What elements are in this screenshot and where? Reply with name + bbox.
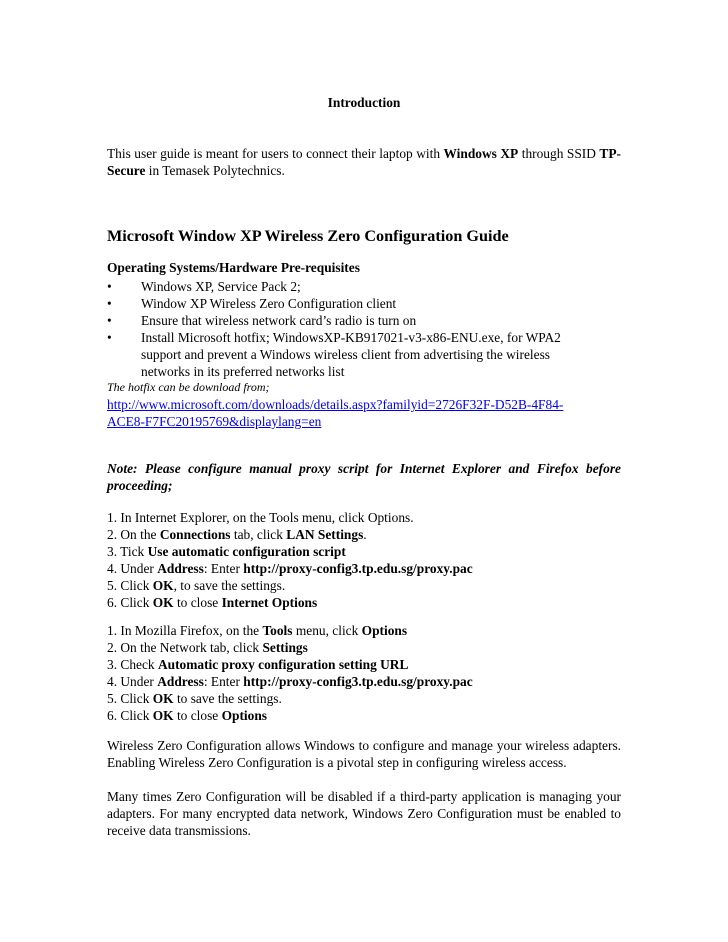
step-bold-text: Use automatic configuration script xyxy=(147,544,346,559)
hotfix-note: The hotfix can be download from; xyxy=(107,380,270,394)
step-text: . xyxy=(363,527,367,542)
step-text: 1. In Internet Explorer, on the Tools menu, click Options. xyxy=(107,510,414,525)
step-text: , to save the settings. xyxy=(173,578,286,593)
step-text: to close xyxy=(173,708,222,723)
step-item xyxy=(107,526,621,543)
hotfix-download-link[interactable]: http://www.microsoft.com/downloads/details.aspx?familyid=2726F32F-D52B-4F84- ACE8-F7FC20195769&displaylang=en xyxy=(107,397,564,429)
ie-steps-list xyxy=(107,509,621,611)
intro-text-2: through SSID xyxy=(518,146,600,161)
step-bold-text: Automatic proxy configuration setting URL xyxy=(157,657,409,672)
step-text: to close xyxy=(173,595,222,610)
list-item: • Ensure that wireless network card’s radio is turn on xyxy=(107,313,417,328)
step-item xyxy=(107,707,621,724)
step-item xyxy=(107,509,621,526)
intro-bold-os: Windows XP xyxy=(443,146,519,161)
step-text: 5. Click xyxy=(107,578,153,593)
step-text: 3. Check xyxy=(107,657,158,672)
intro-text-3: in Temasek Polytechnics. xyxy=(145,163,285,178)
step-bold-text: Tools xyxy=(262,623,293,638)
step-bold-text: LAN Settings xyxy=(286,527,364,542)
step-item xyxy=(107,690,621,707)
list-item: • Window XP Wireless Zero Configuration client xyxy=(107,296,397,311)
step-text: 3. Tick xyxy=(107,544,148,559)
intro-paragraph xyxy=(107,145,621,179)
step-item xyxy=(107,560,621,577)
step-text: 4. Under xyxy=(107,674,158,689)
step-text: 2. On the Network tab, click xyxy=(107,640,263,655)
step-bold-text: Address xyxy=(157,674,204,689)
wzc-paragraph-2: Many times Zero Configuration will be disabled if a third-party application is managing your adapters. For many encrypted data network, Windows Zero Configuration must be enabled to receive data transmissions. xyxy=(107,789,621,838)
step-bold-text: Options xyxy=(361,623,408,638)
intro-text-1: This user guide is meant for users to connect their laptop with xyxy=(107,146,444,161)
bullet-icon: • xyxy=(107,296,112,311)
step-item xyxy=(107,622,621,639)
bullet-icon: • xyxy=(107,330,112,345)
wzc-paragraph-1: Wireless Zero Configuration allows Windows to configure and manage your wireless adapters. Enabling Wireless Zero Configuration is a pivotal step in configuring wireless access. xyxy=(107,738,621,770)
step-text: 4. Under xyxy=(107,561,158,576)
step-bold-text: http://proxy-config3.tp.edu.sg/proxy.pac xyxy=(243,561,473,576)
bullet-icon: • xyxy=(107,279,112,294)
step-bold-text: Internet Options xyxy=(221,595,318,610)
step-bold-text: OK xyxy=(152,691,174,706)
bullet-icon: • xyxy=(107,313,112,328)
step-item xyxy=(107,656,621,673)
step-text: 6. Click xyxy=(107,708,153,723)
step-bold-text: OK xyxy=(152,595,174,610)
step-bold-text: Options xyxy=(221,708,267,723)
step-text: menu, click xyxy=(292,623,362,638)
prereq-list xyxy=(107,278,621,380)
step-text: 6. Click xyxy=(107,595,153,610)
step-text: : Enter xyxy=(203,561,244,576)
step-item xyxy=(107,577,621,594)
step-text: to save the settings. xyxy=(173,691,282,706)
intro-bold-ssid: TP-Secure xyxy=(107,146,621,178)
proxy-note: Note: Please configure manual proxy script for Internet Explorer and Firefox before proceeding; xyxy=(107,461,621,493)
step-bold-text: Connections xyxy=(159,527,231,542)
list-item: • Windows XP, Service Pack 2; xyxy=(107,279,301,294)
step-item xyxy=(107,673,621,690)
firefox-steps-list xyxy=(107,622,621,724)
step-item xyxy=(107,543,621,560)
step-text: : Enter xyxy=(203,674,244,689)
prereq-heading: Operating Systems/Hardware Pre-requisites xyxy=(107,260,360,275)
page-title: Introduction xyxy=(327,95,401,110)
step-text: tab, click xyxy=(230,527,287,542)
step-bold-text: Settings xyxy=(262,640,308,655)
step-bold-text: OK xyxy=(152,578,174,593)
step-item xyxy=(107,594,621,611)
step-bold-text: OK xyxy=(152,708,174,723)
step-item xyxy=(107,639,621,656)
step-bold-text: http://proxy-config3.tp.edu.sg/proxy.pac xyxy=(243,674,473,689)
step-bold-text: Address xyxy=(157,561,204,576)
list-item: • Install Microsoft hotfix; WindowsXP-KB917021-v3-x86-ENU.exe, for WPA2 support and prevent a Windows wireless client from advertising the wireless networks in its preferred networks list xyxy=(107,330,561,379)
step-text: 1. In Mozilla Firefox, on the xyxy=(107,623,263,638)
step-text: 2. On the xyxy=(107,527,160,542)
step-text: 5. Click xyxy=(107,691,153,706)
guide-heading: Microsoft Window XP Wireless Zero Configuration Guide xyxy=(107,227,509,245)
